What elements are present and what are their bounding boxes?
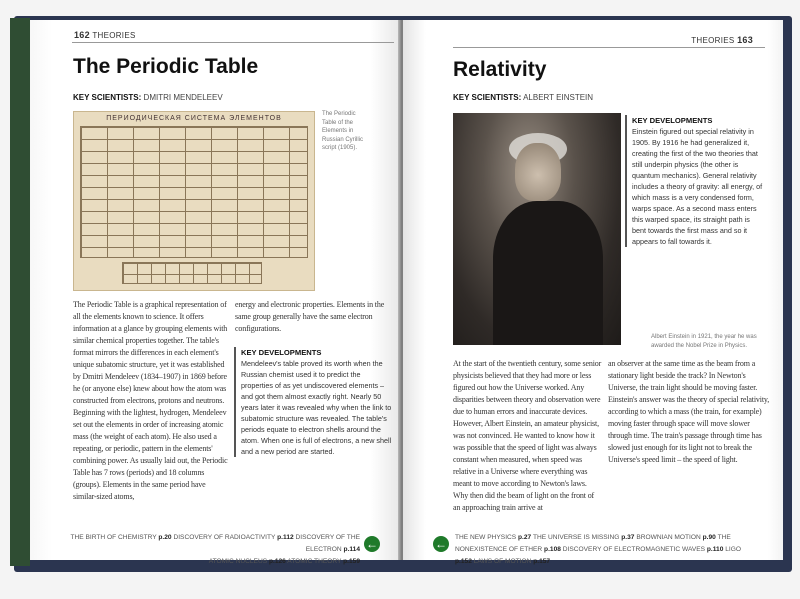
divider: [453, 47, 765, 48]
page-number: 162: [74, 30, 90, 40]
page-number: 163: [737, 35, 753, 45]
crossref[interactable]: BROWNIAN MOTION p.90: [636, 534, 716, 541]
crossref[interactable]: THE NEW PHYSICS p.27: [455, 534, 532, 541]
page-title: Relativity: [453, 58, 547, 81]
body-text-col1: At the start of the twentieth century, some senior physicists believed that they had more or less figured out how the Universe worked. Any disparities between theory and observation were due to human errors and inaccurate devices. However, Albert Einstein, an amateur physicist, was not convinced. He wanted to know how it was possible that the speed of light was always constant when measured, when speed was relative in a Universe where everything was meant to move according to Newton's laws. Why then did the beam of light on the front of an approaching train arrive at: [453, 359, 602, 512]
crossref[interactable]: THE BIRTH OF CHEMISTRY p.20: [70, 534, 172, 541]
back-arrow-icon[interactable]: ←: [435, 537, 447, 551]
crossref[interactable]: LIGO p.152: [455, 546, 741, 565]
cross-references: [455, 532, 755, 568]
key-scientists-label: KEY SCIENTISTS:: [453, 93, 522, 102]
key-developments-text: Einstein figured out special relativity in 1905. By 1916 he had generalized it, creating the first of the two theories that still underpin physics (the other is quantum mechanics). General relativity includes a theory of gravity: all energy, of which mass is a very condensed form, warps space. As a second mass enters this warped space, its straight path is bent towards the first mass and so it appears to fall towards it.: [632, 127, 763, 246]
figure-header: ПЕРИОДИЧЕСКАЯ СИСТЕМА ЭЛЕМЕНТОВ: [106, 115, 282, 122]
crossref[interactable]: ATOMIC NUCLEUS p.126: [208, 558, 286, 565]
photo-caption: Albert Einstein in 1921, the year he was awarded the Nobel Prize in Physics.: [651, 334, 757, 349]
back-arrow-icon[interactable]: ←: [366, 537, 378, 551]
key-developments-text: Mendeleev's table proved its worth when the Russian chemist used it to predict the properties of as yet undiscovered elements – and got them almost exactly right. Nearly 50 years later it was revealed why when the link to subatomic structure was revealed. The table's periods equate to electron shells around the atom. When one is full of electrons, a new shell and a new period are started.: [241, 359, 392, 456]
crossref[interactable]: ATOMIC THEORY p.159: [287, 558, 360, 565]
crossref[interactable]: DISCOVERY OF ELECTROMAGNETIC WAVES p.110: [562, 546, 724, 553]
section-name: THEORIES: [92, 31, 136, 40]
running-head: [74, 30, 136, 40]
crossref[interactable]: DISCOVERY OF THE ELECTRON p.114: [295, 534, 360, 553]
body-text-col2: an observer at the same time as the beam from a stationary light beside the track? In Newton's Universe, the train light should be moving faster. Einstein's answer was the theory of special relativity, according to which a mass (the train, for example) moving faster through space will move slower through time. The train's passage through time has slowed just enough for its light not to break the Universe's speed limit – the speed of light.: [608, 359, 770, 464]
periodic-table-image: [73, 111, 315, 291]
key-scientists-value: ALBERT EINSTEIN: [523, 93, 594, 102]
book-cover-edge: [10, 18, 30, 566]
left-page: [30, 20, 400, 565]
key-developments-box: [625, 115, 765, 247]
table-grid-lower: [122, 262, 262, 284]
key-scientists-label: KEY SCIENTISTS:: [73, 93, 142, 102]
section-name: THEORIES: [691, 36, 735, 45]
key-scientists: [453, 93, 593, 102]
running-head: [691, 35, 753, 45]
crossref[interactable]: THE NONEXISTENCE OF ETHER p.108: [455, 534, 731, 553]
key-developments-box: [234, 347, 394, 457]
crossref[interactable]: DISCOVERY OF RADIOACTIVITY p.112: [173, 534, 294, 541]
einstein-photo: [453, 113, 621, 345]
table-grid: [80, 126, 308, 258]
divider: [72, 42, 394, 43]
figure-caption: The Periodic Table of the Elements in Russian Cyrillic script (1905).: [322, 111, 364, 151]
body-text-col1: The Periodic Table is a graphical representation of all the elements known to science. It offers information at a glance by grouping elements with similar chemical properties together. The table's format mirrors the differences in each element's unique subatomic structure, yet it was established by Dmitri Mendeleev (1834–1907) in 1869 before he (or anyone else) knew about how the atom was constructed from electrons, protons and neutrons. Beginning with the lightest, hydrogen, Mendeleev set out the elements in order of increasing atomic mass (the weight of each atom). He also used a repeating, or periodic, pattern in the elements' combining power. As usually laid out, the Periodic Table has 7 rows (periods) and 18 columns (groups). Elements in the same period have similar-sized atoms,: [73, 300, 228, 501]
key-scientists-value: DMITRI MENDELEEV: [143, 93, 223, 102]
right-page: [403, 20, 783, 565]
crossref[interactable]: THE UNIVERSE IS MISSING p.37: [532, 534, 635, 541]
page-title: The Periodic Table: [73, 55, 259, 78]
body-text-col2: energy and electronic properties. Elements in the same group generally have the same electron configurations.: [235, 300, 385, 333]
crossref[interactable]: LAWS OF MOTION p.157: [473, 558, 551, 565]
cross-references: [60, 532, 360, 568]
key-scientists: [73, 93, 223, 102]
key-developments-heading: KEY DEVELOPMENTS: [632, 116, 713, 125]
key-developments-heading: KEY DEVELOPMENTS: [241, 348, 322, 357]
